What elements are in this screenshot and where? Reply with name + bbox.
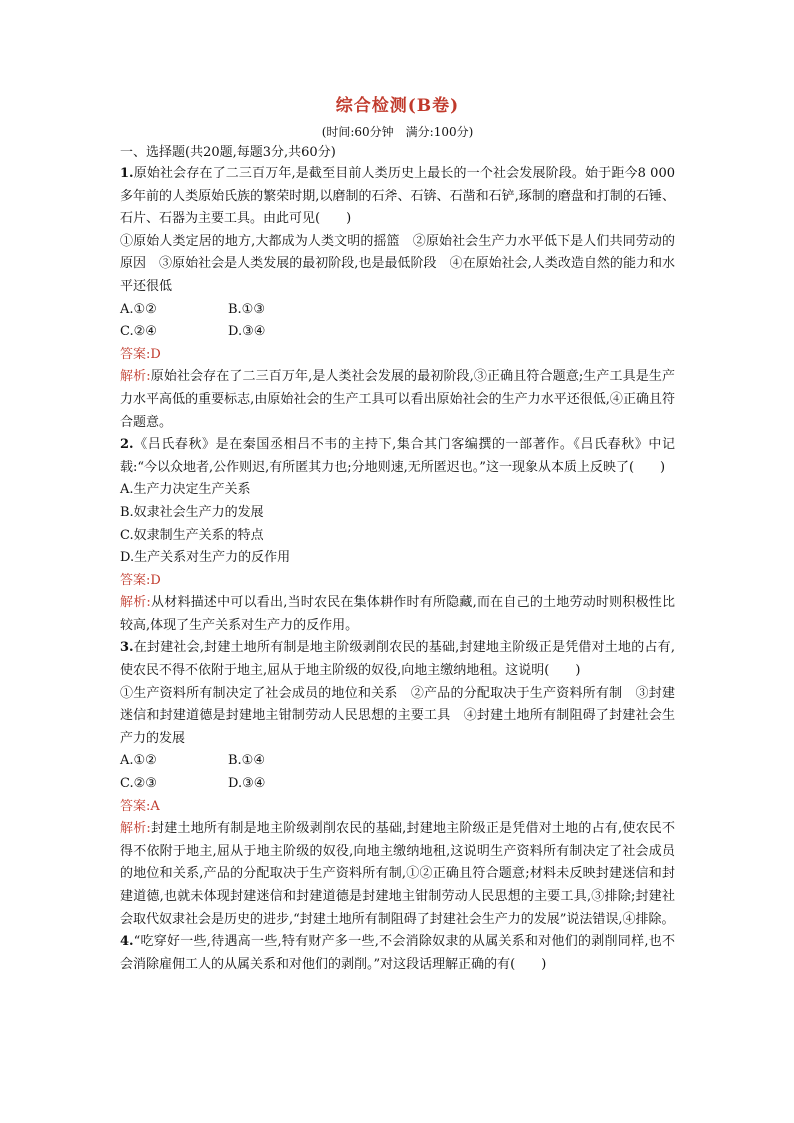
option-row [120,773,675,796]
option-a: A.①② [120,301,157,317]
option-b: B.①③ [228,301,265,317]
option-c: C.奴隶制生产关系的特点 [120,527,264,543]
analysis [120,366,675,434]
question-text: 在封建社会,封建土地所有制是地主阶级剥削农民的基础,封建地主阶级正是凭借对土地的占有,使农民不得不依附于地主,屈从于地主阶级的奴役,向地主缴纳地租。这说明( ) [120,640,675,679]
option-d: D.③④ [228,324,266,340]
option-c: C.②④ [120,324,157,340]
answer-label: 答案: [120,798,151,814]
option-row [120,321,675,344]
analysis-label: 解析: [120,369,151,385]
question-text: “吃穿好一些,待遇高一些,特有财产多一些,不会消除奴隶的从属关系和对他们的剥削同样,也不会消除雇佣工人的从属关系和对他们的剥削。”对这段话理解正确的有( ) [120,934,675,972]
analysis-text: 原始社会存在了二三百万年,是人类社会发展的最初阶段,③正确且符合题意;生产工具是生产力水平高低的重要标志,由原始社会的生产工具可以看出原始社会的生产力水平还很低,④正确且符合题意。 [120,369,675,430]
answer-label: 答案: [120,346,151,362]
answer-value: A [150,798,160,814]
answer-value: D [150,572,161,588]
question-1 [120,163,675,434]
question-stem [120,637,675,682]
question-4 [120,931,675,976]
option-c: C.②③ [120,776,157,792]
document-title: 综合检测(B卷) [335,96,460,116]
analysis-label: 解析: [120,821,151,837]
analysis [120,818,675,931]
question-items: ①生产资料所有制决定了社会成员的地位和关系 ②产品的分配取决于生产资料所有制 ③封建迷信和封建道德是封建地主钳制劳动人民思想的主要工具 ④封建土地所有制阻碍了封建社会生产力的发展 [120,685,675,746]
option-b: B.①④ [228,753,265,769]
answer-label: 答案: [120,572,151,588]
question-number: 2. [120,437,134,453]
document-page [120,95,675,976]
answer [120,570,675,593]
option-row [120,299,675,322]
answer [120,344,675,367]
question-2 [120,434,675,637]
question-stem [120,163,675,231]
analysis [120,592,675,637]
question-items: ①原始人类定居的地方,大都成为人类文明的摇篮 ②原始社会生产力水平低下是人们共同劳动的原因 ③原始社会是人类发展的最初阶段,也是最低阶段 ④在原始社会,人类改造自然的能力和水平还很低 [120,233,675,294]
question-stem [120,434,675,479]
analysis-label: 解析: [120,595,151,611]
option-d: D.③④ [228,776,266,792]
question-number: 3. [120,640,134,656]
question-text: 《吕氏春秋》是在秦国丞相吕不韦的主持下,集合其门客编撰的一部著作。《吕氏春秋》中记载:“今以众地者,公作则迟,有所匿其力也;分地则速,无所匿迟也。”这一现象从本质上反映了( ) [120,437,675,475]
question-number: 4. [120,934,134,950]
analysis-text: 封建土地所有制是地主阶级剥削农民的基础,封建地主阶级正是凭借对土地的占有,使农民不得不依附于地主,屈从于地主阶级的奴役,向地主缴纳地租,这说明生产资料所有制决定了社会成员的地位和关系,产品的分配取决于生产资料所有制,①②正确且符合题意;材料未反映封建迷信和封建道德,也就未体现封建迷信和封建道德是封建地主钳制劳动人民思想的主要工具,③排除;封建社会取代奴隶社会是历史的进步,“封建土地所有制阻碍了封建社会生产力的发展”说法错误,④排除。 [120,821,676,927]
question-number: 1. [120,166,134,181]
option-row [120,750,675,773]
option-b: B.奴隶社会生产力的发展 [120,504,264,520]
answer [120,796,675,819]
question-3 [120,637,675,931]
question-text: 原始社会存在了二三百万年,是截至目前人类历史上最长的一个社会发展阶段。始于距今8 000多年前的人类原始氏族的繁荣时期,以磨制的石斧、石锛、石凿和石铲,琢制的磨盘和打制的石锤、石片、石器为主要工具。由此可见( ) [120,166,675,227]
answer-value: D [150,346,161,362]
analysis-text: 从材料描述中可以看出,当时农民在集体耕作时有所隐藏,而在自己的土地劳动时则积极性比较高,体现了生产关系对生产力的反作用。 [120,595,676,633]
option-d: D.生产关系对生产力的反作用 [120,550,291,566]
option-a: A.生产力决定生产关系 [120,482,251,498]
document-subtitle: (时间:60分钟 满分:100分) [321,125,474,139]
question-stem [120,931,675,976]
option-a: A.①② [120,753,157,769]
section-heading: 一、选择题(共20题,每题3分,共60分) [120,145,336,160]
